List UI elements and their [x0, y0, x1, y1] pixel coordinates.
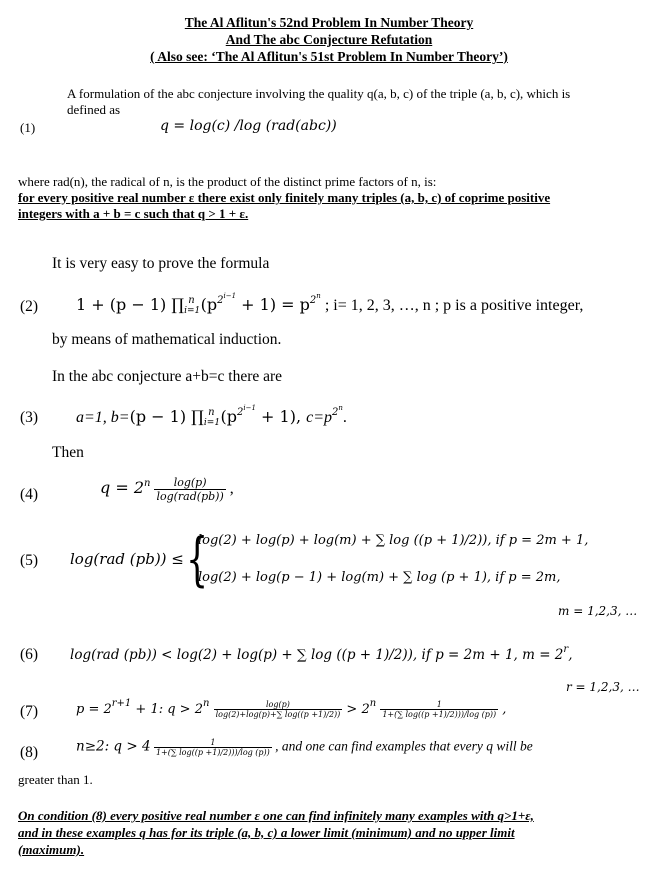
eq8-formula: n≥2: q > 4 $\frac{1}{1+(\sum \log((p +1)/2)))/\log (p))}$ , and one can find examples that every q will be [76, 738, 533, 757]
abc-text: In the abc conjecture a+b=c there are [52, 368, 283, 385]
title-line-2: And The abc Conjecture Refutation [225, 32, 433, 47]
eq3-number: (3) [20, 409, 39, 426]
eq5-number: (5) [20, 552, 39, 569]
title-line-3: ( Also see: ‘The Al Aflitun's 51st Problem In Number Theory’) [150, 49, 508, 64]
eq2-number: (2) [20, 298, 39, 315]
eq2-formula: 1 + (p − 1) $\prod_{i=1}^n$ $(p^{2i-1} + 1) = p^{2n}$ ; i= 1, 2, 3, …, n ; p is a positive integer, [76, 292, 584, 316]
eq5-case-1: log(2) + log(p) + log(m) + ∑ log ((p + 1)/2)), if p = 2m + 1, [198, 533, 589, 548]
eq7-number: (7) [20, 703, 39, 720]
induction-text: by means of mathematical induction. [52, 331, 282, 348]
eq6-r-values: r = 1,2,3, … [566, 680, 640, 694]
intro-line-2: defined as [67, 102, 121, 117]
then-text: Then [52, 444, 84, 461]
bold-statement-line-2: integers with a + b = c such that q > 1 + ε. [18, 206, 249, 221]
eq8-number: (8) [20, 744, 39, 761]
eq4-number: (4) [20, 486, 39, 503]
eq6-formula: log(rad (pb)) < log(2) + log(p) + ∑ log ((p + 1)/2)), if p = 2m + 1, $m = 2^r$, [70, 644, 573, 663]
conclusion-line-2: and in these examples q has for its triple (a, b, c) a lower limit (minimum) and no upper limit [18, 825, 515, 840]
easy-prove-text: It is very easy to prove the formula [52, 255, 270, 272]
eq1-number: (1) [20, 120, 36, 135]
eq4-formula: $q = 2^n$ $\frac{\log(p)}{\text{log(rad(pb))}}$ , [100, 476, 234, 503]
eq5-lhs: log(rad (pb)) ≤ [70, 550, 184, 568]
conclusion-line-1: On condition (8) every positive real number ε one can find infinitely many examples with q>1+ε, [18, 808, 534, 823]
eq3-formula: a=1, b=(p − 1) $\prod_{i=1}^n$ $(p^{2i-1} + 1)$, $c=p^{2n}$. [76, 404, 347, 428]
eq5-m-values: m = 1,2,3, … [558, 604, 638, 618]
eq7-formula: $p = 2^{r+1} + 1$: $q > 2^n$ $\frac{\log(p)}{\log(2)+\log(p)+\sum \log((p +1)/2))}$ > $2^n$ $\frac{1}{1+(\sum \log((p +1)/2)))/\log (p))}$ , [76, 698, 507, 719]
eq5-case-2: log(2) + log(p − 1) + log(m) + ∑ log (p + 1), if p = 2m, [198, 570, 561, 585]
eq1-formula: q = log(c) /log (rad(abc)) [160, 118, 337, 134]
intro-line-1: A formulation of the abc conjecture involving the quality q(a, b, c) of the triple (a, b, c), which is [67, 86, 571, 101]
eq8-line-2: greater than 1. [18, 772, 93, 787]
title-line-1: The Al Aflitun's 52nd Problem In Number Theory [184, 15, 474, 30]
eq6-number: (6) [20, 646, 39, 663]
eq5-brace: { [186, 525, 209, 593]
bold-statement-line-1: for every positive real number ε there exist only finitely many triples (a, b, c) of coprime positive [18, 190, 551, 205]
radical-text: where rad(n), the radical of n, is the product of the distinct prime factors of n, is: [18, 174, 437, 189]
conclusion-line-3: (maximum). [18, 842, 85, 857]
